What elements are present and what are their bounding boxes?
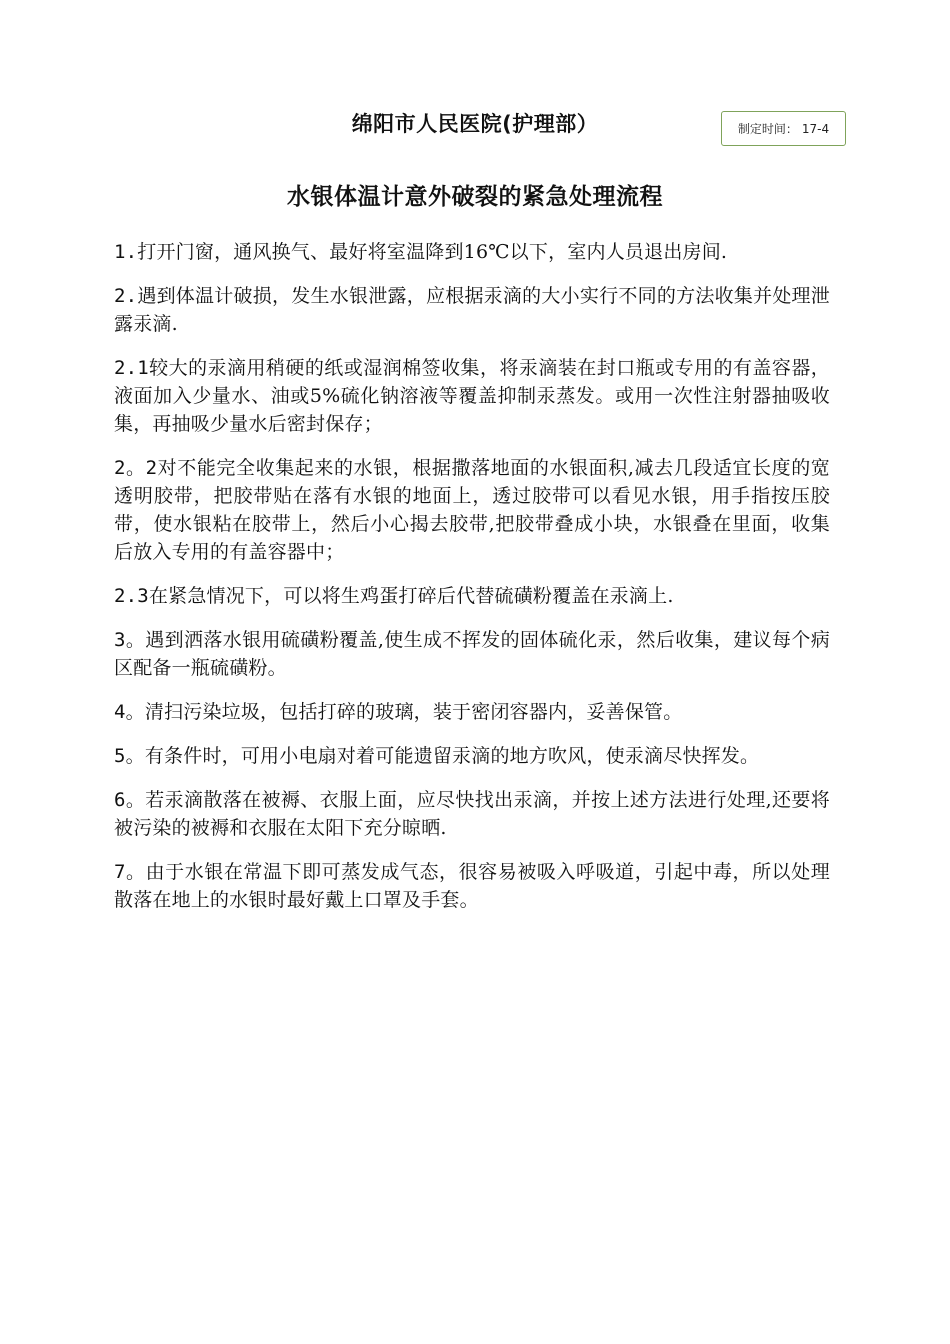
paragraph-2-1 (114, 354, 830, 438)
paragraph-2 (114, 282, 830, 338)
paragraph-text: 遇到洒落水银用硫磺粉覆盖,使生成不挥发的固体硫化汞，然后收集，建议每个病区配备一瓶硫磺粉。 (114, 629, 830, 679)
paragraph-3 (114, 626, 830, 682)
paragraph-number: 1. (114, 241, 138, 263)
paragraph-number: 2.3 (114, 585, 149, 607)
hospital-name: 绵阳市人民医院(护理部） (351, 112, 599, 136)
paragraph-2-2 (114, 454, 830, 566)
document-title: 水银体温计意外破裂的紧急处理流程 (287, 184, 663, 210)
paragraph-text: 打开门窗，通风换气、最好将室温降到16℃以下，室内人员退出房间. (137, 241, 728, 263)
date-label: 制定时间： (737, 122, 798, 136)
document-body (114, 238, 830, 930)
paragraph-number: 2.1 (114, 357, 149, 379)
paragraph-text: 清扫污染垃圾，包括打碎的玻璃，装于密闭容器内，妥善保管。 (144, 701, 683, 723)
paragraph-text: 在紧急情况下，可以将生鸡蛋打碎后代替硫磺粉覆盖在汞滴上. (148, 585, 674, 607)
paragraph-text: 由于水银在常温下即可蒸发成气态，很容易被吸入呼吸道，引起中毒，所以处理散落在地上的水银时最好戴上口罩及手套。 (114, 861, 830, 911)
date-box (721, 111, 846, 146)
paragraph-5 (114, 742, 830, 770)
paragraph-number: 3。 (114, 629, 146, 651)
paragraph-7 (114, 858, 830, 914)
paragraph-text: 有条件时，可用小电扇对着可能遗留汞滴的地方吹风，使汞滴尽快挥发。 (144, 745, 760, 767)
paragraph-text: 较大的汞滴用稍硬的纸或湿润棉签收集，将汞滴装在封口瓶或专用的有盖容器，液面加入少量水、油或5%硫化钠溶液等覆盖抑制汞蒸发。或用一次性注射器抽吸收集，再抽吸少量水后密封保存； (114, 357, 830, 435)
paragraph-text: 若汞滴散落在被褥、衣服上面，应尽快找出汞滴，并按上述方法进行处理,还要将被污染的被褥和衣服在太阳下充分晾晒. (114, 789, 830, 839)
paragraph-4 (114, 698, 830, 726)
paragraph-number: 7。 (114, 861, 146, 883)
date-value: 17-4 (801, 121, 830, 136)
paragraph-number: 4。 (114, 701, 145, 723)
paragraph-number: 6。 (114, 789, 146, 811)
paragraph-number: 5。 (114, 745, 145, 767)
paragraph-number: 2。2 (114, 457, 158, 479)
paragraph-text: 对不能完全收集起来的水银，根据撒落地面的水银面积,减去几段适宜长度的宽透明胶带，把胶带贴在落有水银的地面上，透过胶带可以看见水银，用手指按压胶带，使水银粘在胶带上，然后小心揭去胶带,把胶带叠成小块，水银叠在里面，收集后放入专用的有盖容器中； (114, 457, 830, 563)
paragraph-text: 遇到体温计破损，发生水银泄露，应根据汞滴的大小实行不同的方法收集并处理泄露汞滴. (114, 285, 830, 335)
paragraph-1 (114, 238, 830, 266)
paragraph-6 (114, 786, 830, 842)
paragraph-2-3 (114, 582, 830, 610)
paragraph-number: 2. (114, 285, 138, 307)
